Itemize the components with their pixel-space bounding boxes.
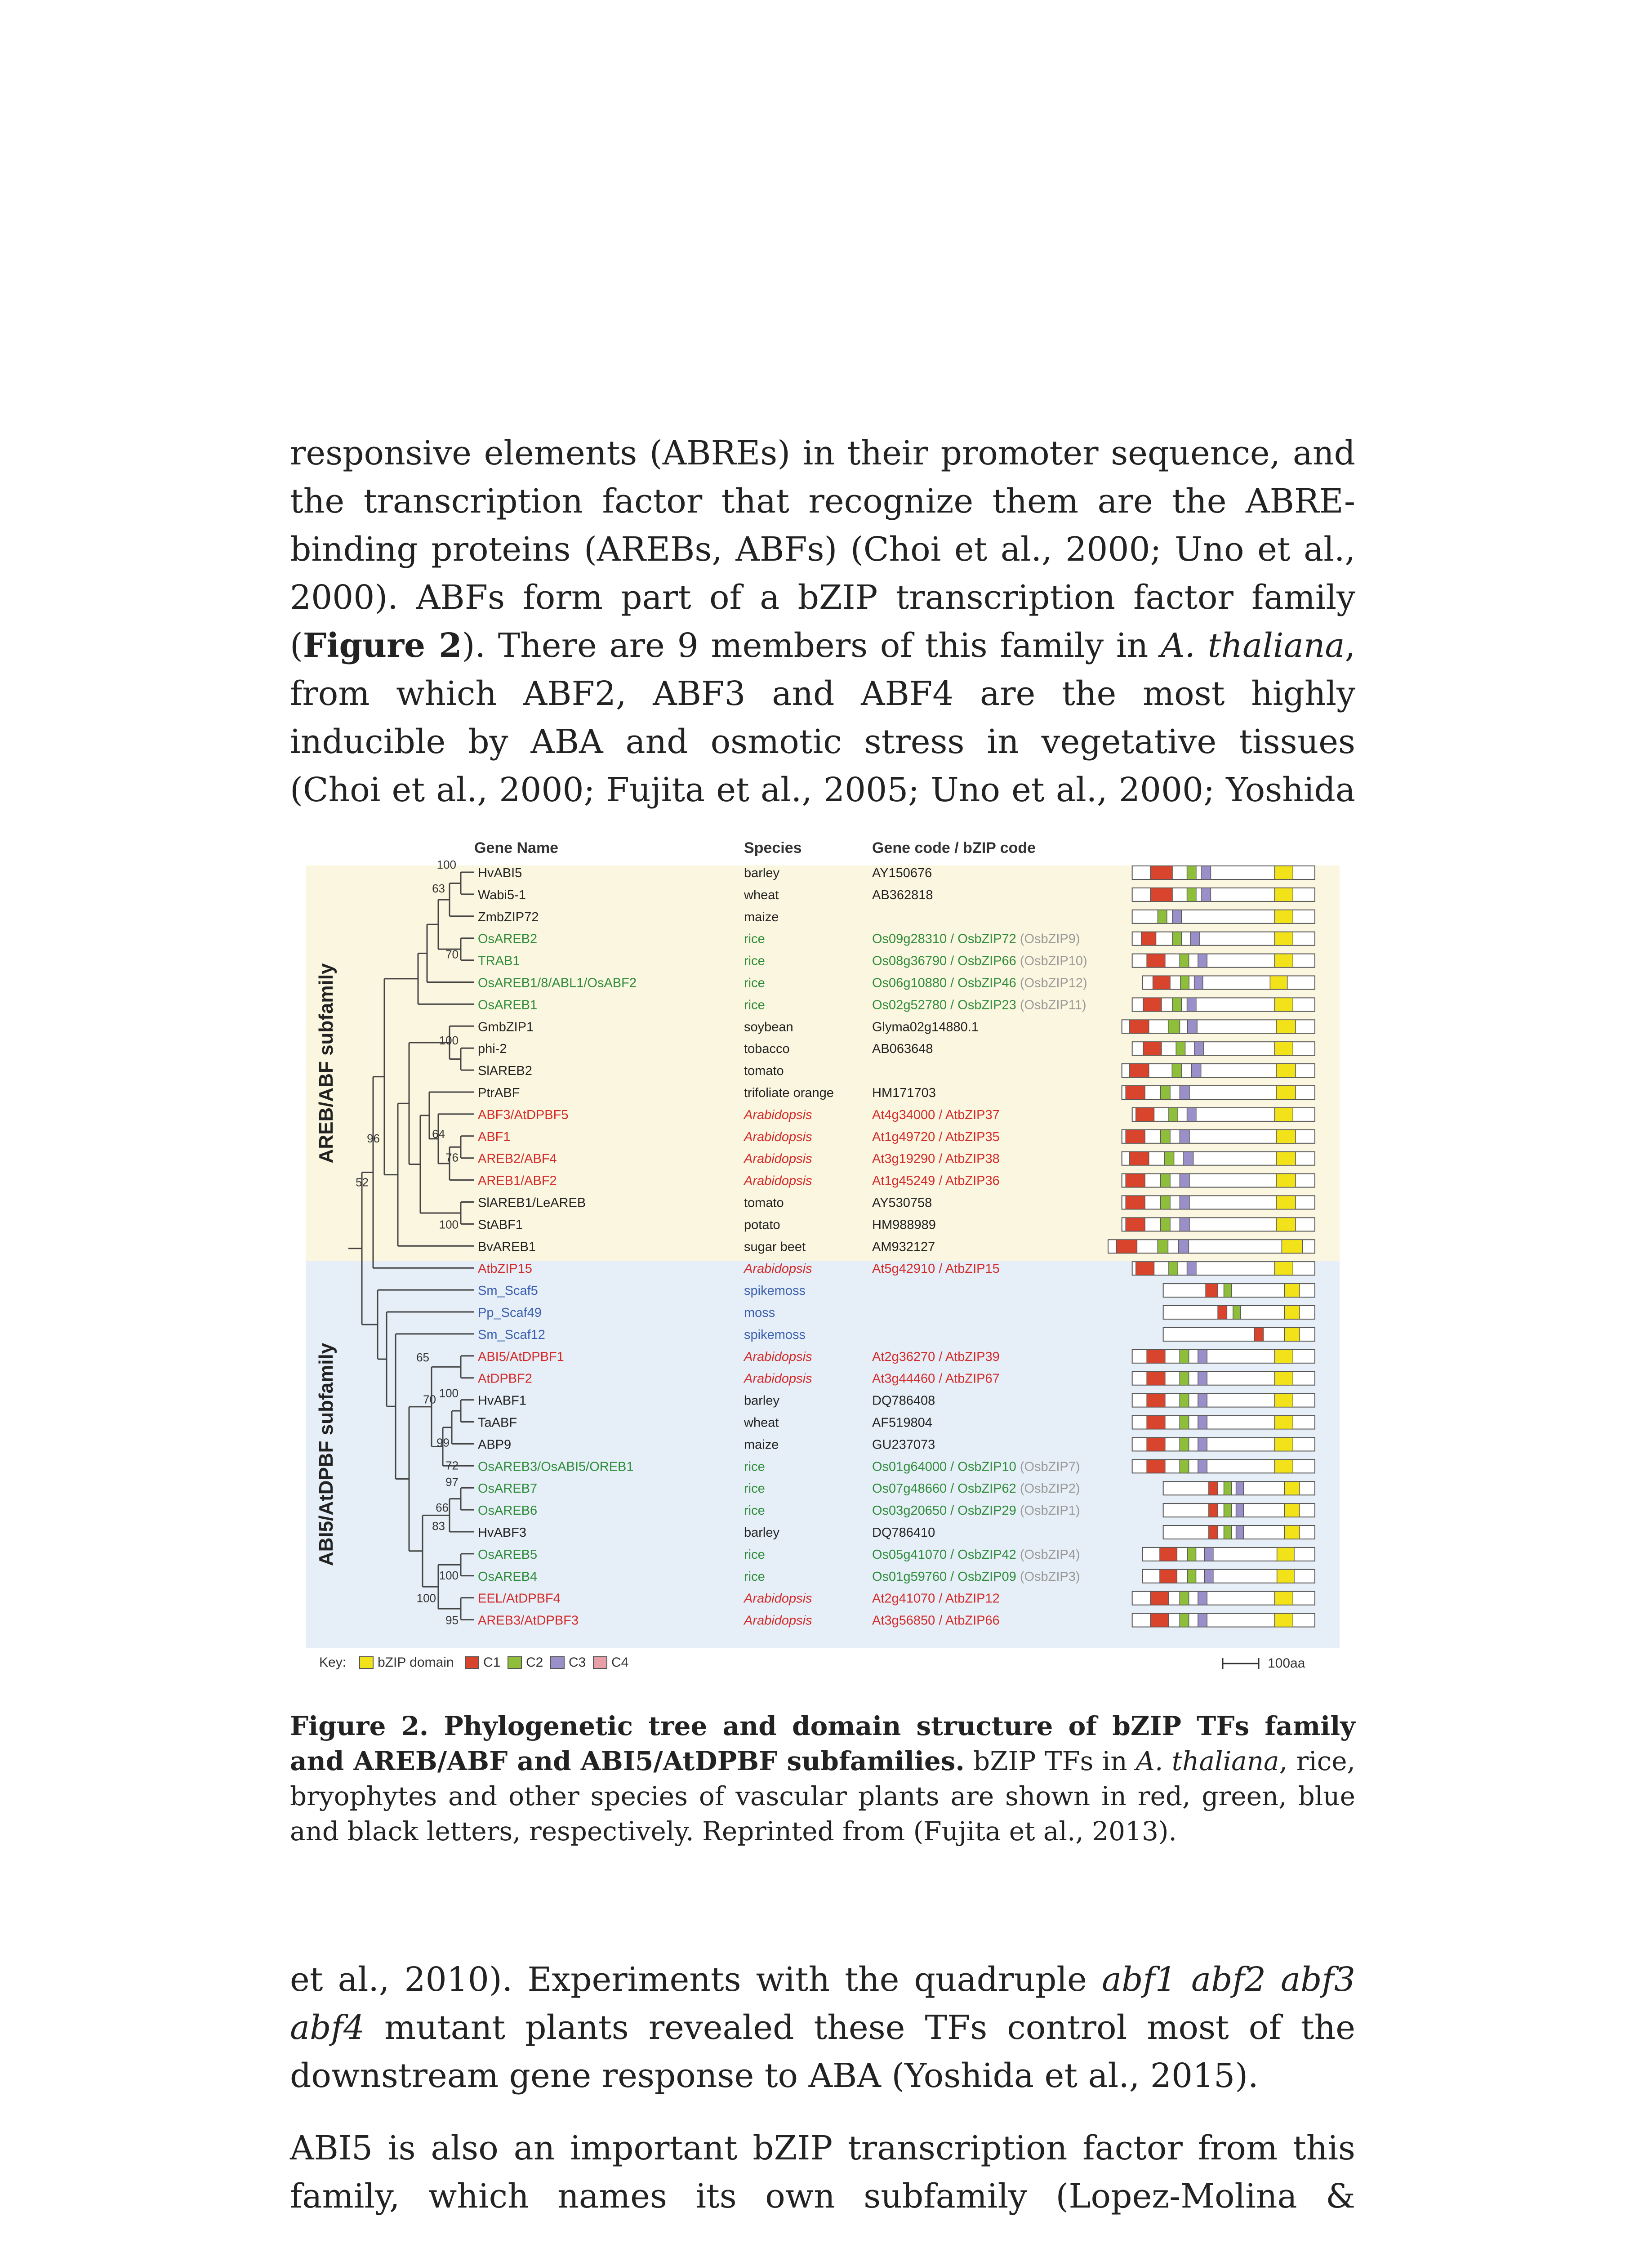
key-c4-swatch — [593, 1657, 607, 1668]
domain-c1 — [1136, 1108, 1154, 1121]
key-bzip-swatch — [360, 1657, 373, 1668]
species-name: rice — [744, 976, 765, 990]
domain-bzip — [1275, 1437, 1293, 1451]
gene-name: OsAREB3/OsABI5/OREB1 — [478, 1459, 634, 1474]
bootstrap-value: 95 — [445, 1613, 459, 1627]
gene-code: Os09g28310 / OsbZIP72 (OsbZIP9) — [872, 932, 1080, 946]
domain-c3 — [1180, 1174, 1189, 1187]
domain-c1 — [1130, 1020, 1149, 1033]
domain-c2 — [1224, 1481, 1232, 1495]
domain-c2 — [1158, 910, 1167, 923]
domain-bzip — [1275, 1372, 1293, 1385]
bootstrap-value: 100 — [439, 1218, 459, 1231]
gene-name: Sm_Scaf5 — [478, 1284, 538, 1298]
domain-c2 — [1180, 1372, 1189, 1385]
domain-c1 — [1153, 976, 1170, 990]
gene-code: AY150676 — [872, 866, 932, 880]
domain-c1 — [1141, 932, 1156, 946]
domain-c2 — [1161, 1218, 1170, 1231]
domain-c3 — [1198, 954, 1207, 968]
domain-bzip — [1285, 1306, 1300, 1319]
domain-c3 — [1198, 1437, 1207, 1451]
domain-c2 — [1172, 1064, 1181, 1077]
species-name: soybean — [744, 1020, 793, 1035]
gene-code: AB063648 — [872, 1042, 933, 1057]
gene-name: BvAREB1 — [478, 1240, 536, 1254]
bootstrap-value: 96 — [367, 1131, 380, 1145]
domain-bzip — [1275, 1108, 1293, 1121]
species-name: Arabidopsis — [744, 1262, 812, 1276]
domain-c2 — [1176, 1042, 1185, 1055]
domain-c3 — [1180, 1218, 1189, 1231]
gene-code: Os07g48660 / OsbZIP62 (OsbZIP2) — [872, 1481, 1080, 1496]
domain-bzip — [1285, 1481, 1300, 1495]
key-label: Key: — [319, 1655, 347, 1670]
bootstrap-value: 100 — [416, 1591, 436, 1605]
domain-bzip — [1275, 1459, 1293, 1473]
key-c2-swatch — [508, 1657, 521, 1668]
text-line: 2000). ABFs form part of a bZIP transcription factor family — [290, 578, 1355, 617]
species-name: rice — [744, 1503, 765, 1518]
domain-bzip — [1277, 1570, 1294, 1583]
gene-name: ABF1 — [478, 1129, 511, 1144]
areb-subfamily-label: AREB/ABF subfamily — [315, 963, 337, 1164]
domain-c1 — [1206, 1284, 1218, 1297]
domain-c1 — [1147, 1372, 1165, 1385]
domain-bzip — [1275, 954, 1293, 968]
domain-c3 — [1180, 1196, 1189, 1209]
domain-bzip — [1275, 866, 1293, 879]
domain-c3 — [1180, 1130, 1189, 1143]
species-name: Arabidopsis — [744, 1371, 812, 1386]
bootstrap-value: 66 — [436, 1501, 449, 1515]
domain-c1 — [1126, 1218, 1145, 1231]
gene-name: OsAREB1 — [478, 998, 538, 1012]
gene-code: Os05g41070 / OsbZIP42 (OsbZIP4) — [872, 1547, 1080, 1562]
domain-c3 — [1198, 1614, 1207, 1627]
domain-c2 — [1180, 1416, 1189, 1429]
gene-code: AY530758 — [872, 1195, 932, 1210]
domain-bzip — [1275, 998, 1293, 1011]
species-name: Arabidopsis — [744, 1107, 812, 1122]
domain-c2 — [1161, 1130, 1170, 1143]
gene-name: EEL/AtDPBF4 — [478, 1591, 561, 1606]
key-c4-label: C4 — [611, 1655, 629, 1670]
domain-c1 — [1136, 1262, 1154, 1275]
domain-bzip — [1275, 1262, 1293, 1275]
domain-c2 — [1187, 866, 1196, 879]
species-name: barley — [744, 1525, 779, 1540]
domain-bzip — [1282, 1240, 1302, 1253]
gene-row — [478, 976, 1315, 990]
domain-c3 — [1187, 1108, 1196, 1121]
species-name: tomato — [744, 1064, 784, 1079]
gene-name: OsAREB2 — [478, 932, 538, 946]
domain-c2 — [1187, 1548, 1196, 1561]
domain-c1 — [1150, 888, 1172, 901]
gene-code: At4g34000 / AtbZIP37 — [872, 1107, 1000, 1122]
gene-row — [478, 1459, 1315, 1474]
species-name: trifoliate orange — [744, 1086, 834, 1100]
gene-name: AREB3/AtDPBF3 — [478, 1613, 579, 1628]
gene-name: HvABF3 — [478, 1525, 526, 1540]
domain-c3 — [1172, 910, 1181, 923]
domain-c3 — [1191, 1064, 1201, 1077]
bootstrap-value: 65 — [416, 1350, 429, 1364]
domain-c1 — [1209, 1481, 1218, 1495]
gene-code: At5g42910 / AtbZIP15 — [872, 1262, 1000, 1276]
domain-c1 — [1209, 1525, 1218, 1539]
domain-c1 — [1130, 1152, 1149, 1165]
domain-c2 — [1180, 1614, 1189, 1627]
domain-c3 — [1198, 1372, 1207, 1385]
domain-bzip — [1275, 1042, 1293, 1055]
species-name: potato — [744, 1218, 780, 1232]
abi5-subfamily-label: ABI5/AtDPBF subfamily — [315, 1343, 337, 1566]
gene-code: AF519804 — [872, 1415, 932, 1430]
domain-c1 — [1254, 1328, 1263, 1341]
species-name: tobacco — [744, 1042, 790, 1057]
gene-code: Os08g36790 / OsbZIP66 (OsbZIP10) — [872, 954, 1087, 968]
domain-c3 — [1205, 1570, 1213, 1583]
domain-c3 — [1191, 932, 1200, 946]
domain-bzip — [1276, 1086, 1296, 1099]
gene-name: GmbZIP1 — [478, 1020, 534, 1035]
gene-name: PtrABF — [478, 1086, 520, 1100]
domain-bzip — [1276, 1152, 1296, 1165]
text-line: the transcription factor that recognize them are the ABRE- — [290, 482, 1355, 521]
species-name: barley — [744, 866, 779, 880]
domain-c3 — [1187, 1262, 1196, 1275]
domain-c1 — [1147, 954, 1165, 968]
gene-name: AREB2/ABF4 — [478, 1151, 557, 1166]
figure-key — [319, 1655, 1305, 1671]
species-name: wheat — [744, 1415, 779, 1430]
species-name: Arabidopsis — [744, 1173, 812, 1188]
domain-c3 — [1194, 976, 1203, 990]
species-name: sugar beet — [744, 1240, 806, 1254]
domain-bzip — [1285, 1525, 1300, 1539]
domain-c3 — [1236, 1481, 1244, 1495]
gene-code: DQ786410 — [872, 1525, 935, 1540]
domain-c2 — [1180, 976, 1189, 990]
domain-c1 — [1160, 1570, 1177, 1583]
paragraph-2: et al., 2010). Experiments with the quadruple abf1 abf2 abf3 abf4 mutant plants revealed these TFs control most of the downstream gene response to ABA (Yoshida et al., 2015). — [290, 1960, 1356, 2095]
gene-name: TaABF — [478, 1415, 517, 1430]
domain-bzip — [1285, 1328, 1300, 1341]
domain-c3 — [1180, 1086, 1189, 1099]
domain-c3 — [1178, 1240, 1189, 1253]
gene-name: SlAREB1/LeAREB — [478, 1195, 586, 1210]
domain-c1 — [1126, 1130, 1145, 1143]
species-name: spikemoss — [744, 1327, 806, 1342]
domain-c1 — [1147, 1459, 1165, 1473]
species-name: maize — [744, 910, 779, 924]
gene-name: phi-2 — [478, 1042, 507, 1057]
domain-c1 — [1147, 1416, 1165, 1429]
figure-caption: Figure 2. Phylogenetic tree and domain structure of bZIP TFs family and AREB/ABF and ABI5/AtDPBF subfamilies. bZIP TFs in A. thaliana, rice, bryophytes and other species of vascular plants are shown in red, green, blue and black letters, respectively. Reprinted from (Fujita et al., 2013). — [290, 1711, 1355, 1847]
gene-name: OsAREB6 — [478, 1503, 538, 1518]
domain-c2 — [1172, 932, 1181, 946]
domain-bzip — [1270, 976, 1287, 990]
domain-c1 — [1209, 1503, 1218, 1517]
species-name: Arabidopsis — [744, 1613, 812, 1628]
gene-name: Pp_Scaf49 — [478, 1306, 542, 1320]
gene-name: OsAREB5 — [478, 1547, 538, 1562]
species-name: rice — [744, 1481, 765, 1496]
species-name: maize — [744, 1437, 779, 1452]
bootstrap-value: 97 — [445, 1475, 459, 1489]
domain-c2 — [1169, 1108, 1178, 1121]
domain-c2 — [1224, 1284, 1232, 1297]
bootstrap-value: 100 — [439, 1034, 459, 1048]
paragraph-3: ABI5 is also an important bZIP transcription factor from this family, which names its own subfamily (Lopez-Molina & — [290, 2129, 1355, 2216]
domain-bzip — [1275, 932, 1293, 946]
gene-name: HvABF1 — [478, 1393, 526, 1408]
gene-name: Wabi5-1 — [478, 888, 526, 902]
text-line: (Choi et al., 2000; Fujita et al., 2005; Uno et al., 2000; Yoshida — [290, 771, 1355, 809]
gene-code: At3g44460 / AtbZIP67 — [872, 1371, 1000, 1386]
gene-name: AtDPBF2 — [478, 1371, 532, 1386]
domain-bzip — [1285, 1284, 1300, 1297]
gene-code: DQ786408 — [872, 1393, 935, 1408]
text-line: (Figure 2). There are 9 members of this family in A. thaliana, — [290, 626, 1355, 665]
domain-c1 — [1160, 1548, 1177, 1561]
domain-c1 — [1147, 1394, 1165, 1407]
figure-reference[interactable]: Figure 2 — [303, 626, 462, 665]
domain-c1 — [1143, 998, 1162, 1011]
gene-name: ABP9 — [478, 1437, 512, 1452]
bootstrap-value: 99 — [436, 1436, 450, 1450]
species-name: rice — [744, 998, 765, 1012]
domain-bzip — [1275, 888, 1293, 901]
bootstrap-value: 70 — [445, 947, 459, 961]
domain-c2 — [1224, 1503, 1232, 1517]
key-c1-swatch — [465, 1657, 479, 1668]
gene-code: At2g36270 / AtbZIP39 — [872, 1349, 1000, 1364]
domain-bzip — [1276, 1020, 1296, 1033]
domain-c3 — [1198, 1350, 1207, 1363]
domain-bzip — [1275, 1592, 1293, 1605]
gene-code: Os03g20650 / OsbZIP29 (OsbZIP1) — [872, 1503, 1080, 1518]
bootstrap-value: 100 — [439, 1568, 459, 1582]
domain-c2 — [1161, 1174, 1170, 1187]
paragraph-1 — [290, 429, 1355, 814]
gene-name: Sm_Scaf12 — [478, 1327, 545, 1342]
gene-name: AtbZIP15 — [478, 1262, 532, 1276]
gene-name: SlAREB2 — [478, 1064, 532, 1079]
key-bzip-label: bZIP domain — [378, 1655, 454, 1670]
domain-c3 — [1187, 998, 1196, 1011]
species-name: rice — [744, 954, 765, 968]
domain-c2 — [1161, 1086, 1170, 1099]
domain-c2 — [1158, 1240, 1168, 1253]
domain-bzip — [1276, 1174, 1296, 1187]
gene-code: AB362818 — [872, 888, 933, 902]
phylogenetic-tree-figure — [306, 830, 1340, 1693]
domain-c2 — [1224, 1525, 1232, 1539]
domain-c3 — [1198, 1592, 1207, 1605]
text-line: inducible by ABA and osmotic stress in vegetative tissues — [290, 723, 1355, 761]
domain-c1 — [1126, 1174, 1145, 1187]
domain-bzip — [1275, 910, 1293, 923]
gene-code: Os02g52780 / OsbZIP23 (OsbZIP11) — [872, 998, 1086, 1012]
key-c3-swatch — [551, 1657, 564, 1668]
domain-c1 — [1147, 1350, 1165, 1363]
domain-c1 — [1126, 1196, 1145, 1209]
domain-c2 — [1168, 1020, 1180, 1033]
domain-c2 — [1180, 1592, 1189, 1605]
domain-c2 — [1180, 954, 1189, 968]
domain-bzip — [1276, 1064, 1296, 1077]
domain-c2 — [1187, 888, 1196, 901]
gene-name: HvABI5 — [478, 866, 522, 880]
domain-c3 — [1202, 866, 1211, 879]
bootstrap-value: 63 — [432, 881, 445, 895]
bootstrap-value: 100 — [439, 1386, 459, 1400]
header-gene-name: Gene Name — [474, 839, 559, 856]
domain-c3 — [1198, 1459, 1207, 1473]
domain-c2 — [1233, 1306, 1241, 1319]
gene-code: HM171703 — [872, 1086, 936, 1100]
domain-c3 — [1198, 1394, 1207, 1407]
domain-c2 — [1161, 1196, 1170, 1209]
domain-c3 — [1202, 888, 1211, 901]
domain-c3 — [1194, 1042, 1203, 1055]
gene-code: Os01g64000 / OsbZIP10 (OsbZIP7) — [872, 1459, 1080, 1474]
domain-c3 — [1188, 1020, 1197, 1033]
gene-code: GU237073 — [872, 1437, 935, 1452]
domain-c1 — [1150, 1592, 1169, 1605]
domain-c2 — [1164, 1152, 1174, 1165]
domain-c1 — [1116, 1240, 1137, 1253]
caption-title: Figure 2. Phylogenetic tree and domain structure of bZIP TFs family and AREB/ABF and ABI5/AtDPBF subfamilies. — [290, 1711, 1355, 1776]
bootstrap-value: 70 — [423, 1392, 436, 1406]
domain-c1 — [1147, 1437, 1165, 1451]
species-name: Arabidopsis — [744, 1129, 812, 1144]
domain-c3 — [1236, 1525, 1244, 1539]
species-name: wheat — [744, 888, 779, 902]
domain-c2 — [1169, 1262, 1178, 1275]
domain-bzip — [1275, 1614, 1293, 1627]
text-line: from which ABF2, ABF3 and ABF4 are the most highly — [290, 674, 1355, 713]
species-name: moss — [744, 1306, 775, 1320]
gene-code: AM932127 — [872, 1240, 935, 1254]
domain-bzip — [1276, 1196, 1296, 1209]
text-line: binding proteins (AREBs, ABFs) (Choi et al., 2000; Uno et al., — [290, 530, 1355, 569]
species-name: Arabidopsis — [744, 1349, 812, 1364]
species-name: barley — [744, 1393, 779, 1408]
domain-c2 — [1172, 998, 1181, 1011]
gene-name: AREB1/ABF2 — [478, 1173, 557, 1188]
gene-code: At2g41070 / AtbZIP12 — [872, 1591, 1000, 1606]
domain-bzip — [1275, 1394, 1293, 1407]
domain-c1 — [1130, 1064, 1149, 1077]
domain-c2 — [1180, 1437, 1189, 1451]
species-name: tomato — [744, 1195, 784, 1210]
gene-name: OsAREB1/8/ABL1/OsABF2 — [478, 976, 637, 990]
species-name: Arabidopsis — [744, 1151, 812, 1166]
header-species: Species — [744, 839, 802, 856]
species-name: rice — [744, 932, 765, 946]
bootstrap-value: 52 — [356, 1175, 369, 1189]
key-c1-label: C1 — [483, 1655, 501, 1670]
domain-bzip — [1275, 1416, 1293, 1429]
domain-c3 — [1198, 1416, 1207, 1429]
domain-bzip — [1276, 1218, 1296, 1231]
gene-name: TRAB1 — [478, 954, 520, 968]
species-name: Arabidopsis — [744, 1591, 812, 1606]
domain-c3 — [1184, 1152, 1193, 1165]
species-name: rice — [744, 1459, 765, 1474]
domain-bzip — [1277, 1548, 1294, 1561]
domain-bzip — [1285, 1503, 1300, 1517]
domain-bzip — [1275, 1350, 1293, 1363]
gene-name: StABF1 — [478, 1218, 523, 1232]
header-gene-code: Gene code / bZIP code — [872, 839, 1036, 856]
domain-c1 — [1218, 1306, 1227, 1319]
domain-c1 — [1143, 1042, 1162, 1055]
gene-code: Os01g59760 / OsbZIP09 (OsbZIP3) — [872, 1569, 1080, 1584]
scale-bar-label: 100aa — [1268, 1656, 1305, 1671]
gene-code: At1g45249 / AtbZIP36 — [872, 1173, 1000, 1188]
domain-c2 — [1180, 1394, 1189, 1407]
domain-c2 — [1187, 1570, 1196, 1583]
gene-code: At3g56850 / AtbZIP66 — [872, 1613, 1000, 1628]
gene-name: OsAREB7 — [478, 1481, 538, 1496]
key-c3-label: C3 — [569, 1655, 586, 1670]
domain-c2 — [1180, 1350, 1189, 1363]
bootstrap-value: 76 — [445, 1151, 459, 1164]
gene-code: Glyma02g14880.1 — [872, 1020, 979, 1035]
bootstrap-value: 100 — [436, 858, 456, 871]
domain-c1 — [1150, 866, 1172, 879]
gene-code: At1g49720 / AtbZIP35 — [872, 1129, 1000, 1144]
bootstrap-value: 72 — [445, 1459, 459, 1472]
gene-code: Os06g10880 / OsbZIP46 (OsbZIP12) — [872, 976, 1087, 990]
bootstrap-value: 64 — [432, 1127, 445, 1141]
species-name: rice — [744, 1569, 765, 1584]
gene-code: HM988989 — [872, 1218, 936, 1232]
domain-c3 — [1205, 1548, 1213, 1561]
gene-code: At3g19290 / AtbZIP38 — [872, 1151, 1000, 1166]
gene-name: OsAREB4 — [478, 1569, 538, 1584]
text-line: responsive elements (ABREs) in their promoter sequence, and — [290, 434, 1355, 473]
gene-name: ABF3/AtDPBF5 — [478, 1107, 569, 1122]
domain-c1 — [1150, 1614, 1169, 1627]
gene-name: ABI5/AtDPBF1 — [478, 1349, 564, 1364]
species-name: spikemoss — [744, 1284, 806, 1298]
gene-name: ZmbZIP72 — [478, 910, 539, 924]
species-name: rice — [744, 1547, 765, 1562]
domain-c1 — [1126, 1086, 1145, 1099]
domain-c2 — [1180, 1459, 1189, 1473]
bootstrap-value: 83 — [432, 1519, 445, 1533]
domain-bzip — [1276, 1130, 1296, 1143]
domain-c3 — [1236, 1503, 1244, 1517]
key-c2-label: C2 — [526, 1655, 543, 1670]
